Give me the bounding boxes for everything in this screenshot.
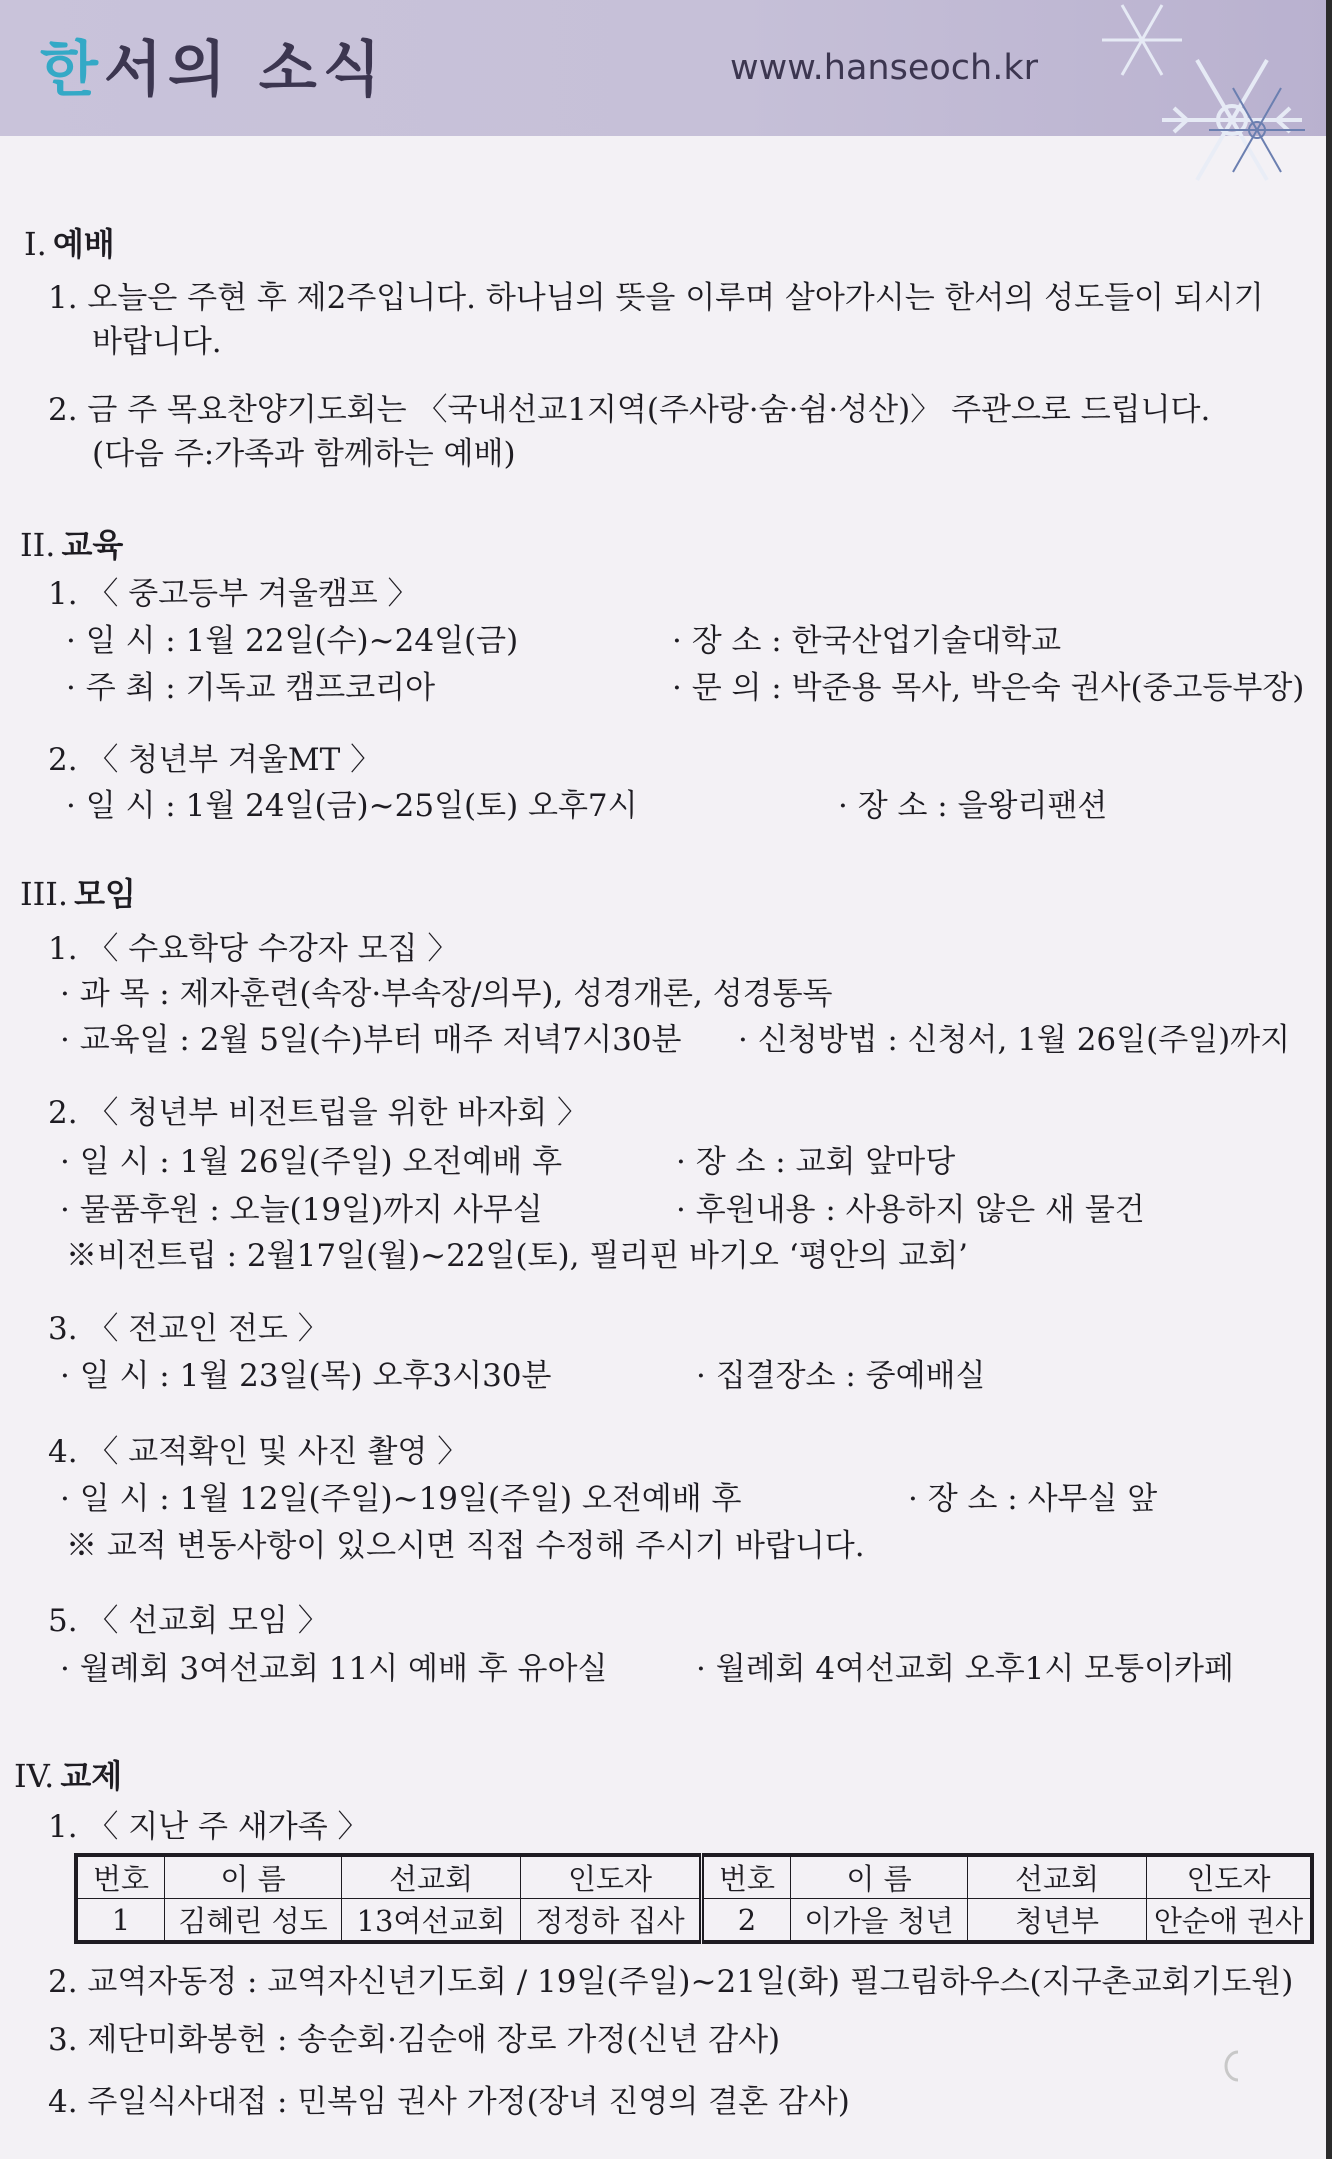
fellowship-item-2: 2. 교역자동정 : 교역자신년기도회 / 19일(주일)~21일(화) 필그림하우스(지구촌교회기도원) [48, 1964, 1294, 2000]
page-edge [1326, 0, 1332, 2159]
table-header-cell: 인도자 [1147, 1855, 1313, 1899]
table-row [76, 1899, 1312, 1943]
education-item-2-title: 2. 〈 청년부 겨울MT 〉 [48, 742, 382, 778]
table-cell: 이가을 청년 [791, 1899, 968, 1943]
table-header-cell: 이 름 [165, 1855, 342, 1899]
meeting-item-2-goods-detail: · 후원내용 : 사용하지 않은 새 물건 [676, 1192, 1145, 1228]
worship-item-2-cont: (다음 주:가족과 함께하는 예배) [92, 436, 516, 472]
website-url[interactable]: www.hanseoch.kr [730, 48, 1038, 88]
meeting-item-1-title: 1. 〈 수요학당 수강자 모집 〉 [48, 931, 459, 967]
worship-item-2: 2. 금 주 목요찬양기도회는 〈국내선교1지역(주사랑·숨·쉼·성산)〉 주관으로 드립니다. [48, 392, 1211, 428]
table-header-cell: 번호 [76, 1855, 165, 1899]
table-header-cell: 인도자 [521, 1855, 702, 1899]
table-header-row [76, 1855, 1312, 1899]
section-heading-education: II. 교육 [20, 526, 124, 564]
meeting-item-2-date: · 일 시 : 1월 26일(주일) 오전예배 후 [60, 1144, 563, 1180]
meeting-item-5-b: · 월례회 4여선교회 오후1시 모퉁이카페 [696, 1651, 1234, 1687]
section-heading-fellowship: IV. 교제 [14, 1757, 123, 1795]
table-cell: 13여선교회 [342, 1899, 521, 1943]
table-cell: 1 [76, 1899, 165, 1943]
newsletter-title: 한서의 소식 [40, 35, 387, 105]
meeting-item-4-date: · 일 시 : 1월 12일(주일)~19일(주일) 오전예배 후 [60, 1481, 742, 1517]
table-cell: 안순애 권사 [1147, 1899, 1313, 1943]
meeting-item-3-place: · 집결장소 : 중예배실 [696, 1358, 986, 1394]
table-cell: 김혜린 성도 [165, 1899, 342, 1943]
meeting-item-1-schedule: · 교육일 : 2월 5일(수)부터 매주 저녁7시30분 [60, 1022, 682, 1058]
new-family-table [74, 1853, 1314, 1944]
fellowship-item-1-title: 1. 〈 지난 주 새가족 〉 [48, 1809, 369, 1845]
meeting-item-5-a: · 월례회 3여선교회 11시 예배 후 유아실 [60, 1651, 608, 1687]
worship-item-1-cont: 바랍니다. [92, 324, 222, 360]
meeting-item-3-title: 3. 〈 전교인 전도 〉 [48, 1311, 329, 1347]
table-header-cell: 선교회 [342, 1855, 521, 1899]
meeting-item-2-title: 2. 〈 청년부 비전트립을 위한 바자회 〉 [48, 1095, 588, 1131]
table-header-cell: 번호 [702, 1855, 791, 1899]
scan-mark-icon [1218, 2046, 1248, 2086]
table-cell: 2 [702, 1899, 791, 1943]
meeting-item-2-goods: · 물품후원 : 오늘(19일)까지 사무실 [60, 1192, 543, 1228]
meeting-item-4-note: ※ 교적 변동사항이 있으시면 직접 수정해 주시기 바랍니다. [66, 1528, 865, 1564]
education-item-1-title: 1. 〈 중고등부 겨울캠프 〉 [48, 576, 419, 612]
education-item-1-date: · 일 시 : 1월 22일(수)~24일(금) [66, 623, 519, 659]
meeting-item-2-place: · 장 소 : 교회 앞마당 [676, 1144, 956, 1180]
table-cell: 정정하 집사 [521, 1899, 702, 1943]
snowflake-decoration-icon [1082, 0, 1332, 260]
education-item-1-host: · 주 최 : 기독교 캠프코리아 [66, 670, 436, 706]
fellowship-item-3: 3. 제단미화봉헌 : 송순회·김순애 장로 가정(신년 감사) [48, 2022, 781, 2058]
meeting-item-3-date: · 일 시 : 1월 23일(목) 오후3시30분 [60, 1358, 552, 1394]
fellowship-item-4: 4. 주일식사대접 : 민복임 권사 가정(장녀 진영의 결혼 감사) [48, 2084, 850, 2120]
section-heading-worship: I. 예배 [24, 225, 115, 263]
education-item-2-date: · 일 시 : 1월 24일(금)~25일(토) 오후7시 [66, 788, 638, 824]
meeting-item-5-title: 5. 〈 선교회 모임 〉 [48, 1603, 329, 1639]
meeting-item-1-apply: · 신청방법 : 신청서, 1월 26일(주일)까지 [738, 1022, 1291, 1058]
table-header-cell: 선교회 [968, 1855, 1147, 1899]
table-cell: 청년부 [968, 1899, 1147, 1943]
meeting-item-4-place: · 장 소 : 사무실 앞 [908, 1481, 1158, 1517]
meeting-item-1-subjects: · 과 목 : 제자훈련(속장·부속장/의무), 성경개론, 성경통독 [60, 976, 833, 1012]
education-item-1-contact: · 문 의 : 박준용 목사, 박은숙 권사(중고등부장) [672, 670, 1305, 706]
worship-item-1: 1. 오늘은 주현 후 제2주입니다. 하나님의 뜻을 이루며 살아가시는 한서의 성도들이 되시기 [48, 280, 1264, 316]
education-item-2-place: · 장 소 : 을왕리팬션 [838, 788, 1108, 824]
table-header-cell: 이 름 [791, 1855, 968, 1899]
meeting-item-2-note: ※비전트립 : 2월17일(월)~22일(토), 필리핀 바기오 ‘평안의 교회’ [66, 1238, 969, 1274]
education-item-1-place: · 장 소 : 한국산업기술대학교 [672, 623, 1062, 659]
section-heading-meeting: III. 모임 [20, 875, 136, 913]
meeting-item-4-title: 4. 〈 교적확인 및 사진 촬영 〉 [48, 1434, 469, 1470]
